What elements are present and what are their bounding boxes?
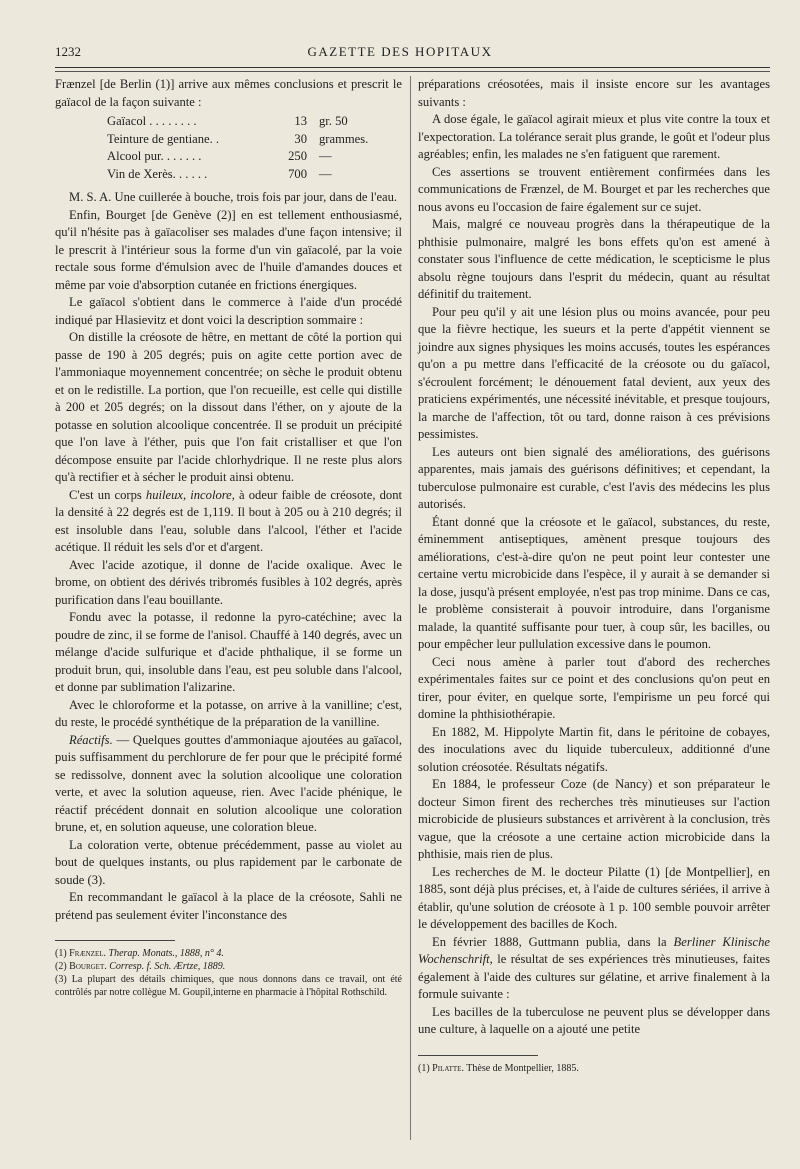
paragraph: En 1884, le professeur Coze (de Nancy) et son préparateur le docteur Simon firent des recherches très minutieuses sur l'action microbicide de plusieurs substances et arrivèrent à la conclusion, très vague, que la créosote a une certaine action microbicide dans la phthisie, mais rien de plus. bbox=[418, 777, 770, 861]
recipe-ingredient: Vin de Xerès. . . . . . bbox=[107, 166, 208, 181]
recipe-row bbox=[107, 131, 402, 149]
text: Thèse de Montpellier, 1885. bbox=[463, 1062, 579, 1074]
footnote-author: Bourget. bbox=[69, 961, 107, 972]
footnotes bbox=[418, 1062, 770, 1075]
running-head: GAZETTE DES HOPITAUX bbox=[307, 44, 493, 59]
footnote-rule bbox=[418, 1055, 538, 1056]
recipe-unit: gr. 50 bbox=[319, 114, 348, 128]
paragraph bbox=[55, 487, 402, 557]
recipe-quantity: 30 bbox=[294, 131, 307, 146]
header-rule bbox=[55, 67, 770, 68]
paragraph: Étant donné que la créosote et le gaïacol, substances, du reste, éminemment antiseptiques, amènent presque toujours des améliorations, c'est-à-dire qu'on ne peut point leur contester une certaine vertu microbicide dans l'espèce, il y aurait à se demander si la dose, jusqu'à présent employée, n'est pas trop minime. Dans ce cas, le problème consisterait à pouvoir introduire, dans l'organisme malade, la quantité suffisante pour tuer, à coup sûr, les bacilles, ou pour empêcher leur pullulation excessive dans le poumon. bbox=[418, 514, 770, 651]
recipe-row bbox=[107, 166, 402, 184]
paragraph: Mais, malgré ce nouveau progrès dans la thérapeutique de la phthisie pulmonaire, malgré les bons effets qu'on est amené à constater sous l'influence de cette médication, le scepticisme le plus absolu règne toujours dans l'esprit du médecin, quant au résultat définitif du traitement. bbox=[418, 217, 770, 301]
paragraph: Ces assertions se trouvent entièrement confirmées dans les communications de Frænzel, de M. Bourget et par les recherches que nous avons eu l'occasion de faire également sur ce sujet. bbox=[418, 164, 770, 214]
page-header bbox=[0, 40, 800, 64]
footnote bbox=[55, 960, 402, 973]
text: — Quelques gouttes d'ammoniaque ajoutées au gaïacol, puis suffisamment du perchlorure de fer pour que le précipité formé se redissolve, donnent avec la solution alcoolique une coloration verte, et avec la solution aqueuse, rien. Avec l'acide phénique, le réactif précédent donnait en solution alcoolique une coloration brune, et, en solution aqueuse, une coloration bleue. bbox=[55, 732, 402, 834]
italic-text: Réactifs. bbox=[69, 732, 113, 747]
text: le résultat de ses expériences très minutieuses, faites également à l'aide des cultures sur gélatine, et arrive finalement à la formule suivante : bbox=[418, 952, 770, 1001]
text: (1) bbox=[55, 948, 70, 959]
paragraph: Pour peu qu'il y ait une lésion plus ou moins avancée, pour peu que la fièvre hectique, les sueurs et la perte d'appétit viennent se joindre aux signes physiques les moins accusés, toutes les espérances qu'on a pu mettre dans l'efficacité de la créosote ou du gaïacol, s'écroulent forcément; le dénouement fatal devient, aux yeux des praticiens expérimentés, une nécessité inévitable, et presque toujours, la marche de l'affection, tôt ou tard, donne raison à ces prévisions pessimistes. bbox=[418, 304, 770, 441]
recipe-quantity: 700 bbox=[288, 166, 307, 181]
recipe-row bbox=[107, 148, 402, 166]
italic-text: Corresp. f. Sch. Ærtze, 1889. bbox=[106, 961, 226, 972]
recipe-ingredient: Alcool pur. . . . . . . bbox=[107, 149, 202, 163]
recipe-unit: — bbox=[319, 166, 332, 181]
paragraph bbox=[418, 934, 770, 1004]
page-number: 1232 bbox=[55, 44, 81, 59]
paragraph: Fondu avec la potasse, il redonne la pyro-catéchine; avec la poudre de zinc, il se forme de l'anisol. Chauffé à 140 degrés, avec un mélange d'acide sulfurique et d'acide phthalique, il se forme un produit brun, qui, insoluble dans l'eau, est peu soluble dans l'alcool, et donne par sublimation l'alizarine. bbox=[55, 610, 402, 694]
paragraph: La coloration verte, obtenue précédemment, passe au violet au bout de quelques instants, ou plus rapidement par le carbonate de soude (3). bbox=[55, 837, 402, 887]
header-rule-thin bbox=[55, 71, 770, 72]
paragraph: Avec l'acide azotique, il donne de l'acide oxalique. Avec le brome, on obtient des dérivés tribromés fusibles à 102 degrés, après purification dans l'eau bouillante. bbox=[55, 557, 402, 607]
paragraph: Les bacilles de la tuberculose ne peuvent plus se développer dans une culture, à laquelle on a ajouté une petite bbox=[418, 1004, 770, 1036]
footnote-rule bbox=[55, 940, 175, 941]
paragraph: Enfin, Bourget [de Genève (2)] en est tellement enthousiasmé, qu'il n'hésite pas à gaïacoliser ses malades d'une façon intensive; il le prescrit à l'intérieur sous la forme d'un vin gaïacolé, par la voie rectale sous forme d'émulsion avec de l'huile d'amandes douces et même par voie d'absorption cutanée en frictions énergiques. bbox=[55, 207, 402, 292]
text: En février 1888, Guttmann publia, dans la bbox=[432, 934, 674, 949]
italic-text: huileux, incolore, bbox=[145, 487, 235, 502]
footnote bbox=[55, 947, 402, 960]
recipe-ingredient: Gaïacol . . . . . . . . bbox=[107, 114, 197, 128]
text: à odeur faible de créosote, dont la densité à 22 degrés est de 1,119. Il bout à 205 ou à 210 degrés; il est insoluble dans l'eau, soluble dans l'alcool, l'éther et l'acide acétique. Il réduit les sels d'or et d'argent. bbox=[55, 487, 402, 554]
recipe-unit: — bbox=[319, 149, 332, 163]
italic-text: Berliner Klinische Wochenschrift, bbox=[418, 934, 770, 966]
recipe-ingredient: Teinture de gentiane. . bbox=[107, 131, 220, 146]
paragraph: Ceci nous amène à parler tout d'abord des recherches expérimentales faites sur ce point et des conclusions qu'on peut en tirer, pour éviter, en quelque sorte, l'empirisme un peu forcé qui domine la phthisiothérapie. bbox=[418, 654, 770, 721]
column-divider bbox=[410, 76, 411, 1140]
footnote bbox=[418, 1062, 770, 1075]
recipe-unit: grammes. bbox=[319, 131, 369, 146]
paragraph: Le gaïacol s'obtient dans le commerce à l'aide d'un procédé indiqué par Hlasievitz et dont voici la description sommaire : bbox=[55, 295, 402, 327]
left-column bbox=[55, 76, 402, 999]
footnote: (3) La plupart des détails chimiques, que nous donnons dans ce travail, ont été contrôlés par notre collègue M. Goupil,interne en pharmacie à l'hôpital Rothschild. bbox=[55, 974, 402, 998]
recipe-row bbox=[107, 113, 402, 131]
paragraph: En 1882, M. Hippolyte Martin fit, dans le péritoine de cobayes, des inoculations avec du liquide tuberculeux, additionné d'une solution créosotée. Résultats négatifs. bbox=[418, 724, 770, 774]
text: (1) bbox=[418, 1062, 433, 1074]
text: (2) bbox=[55, 961, 70, 972]
recipe bbox=[107, 113, 402, 183]
footnote-author: Pilatte. bbox=[432, 1062, 464, 1074]
paragraph bbox=[55, 732, 402, 837]
paragraph: Avec le chloroforme et la potasse, on arrive à la vanilline; c'est, du reste, le procédé synthétique de la préparation de la vanilline. bbox=[55, 697, 402, 729]
footnote-author: Frænzel. bbox=[69, 948, 107, 959]
paragraph: préparations créosotées, mais il insiste encore sur les avantages suivants : bbox=[418, 77, 770, 109]
paragraph: A dose égale, le gaïacol agirait mieux et plus vite contre la toux et l'expectoration. La tolérance serait plus grande, le goût et l'odeur plus agréables; enfin, les malades ne s'en fatiguent que rarement. bbox=[418, 112, 770, 161]
paragraph: Les auteurs ont bien signalé des améliorations, des guérisons apparentes, mais jamais des guérisons définitives; et cependant, la tuberculose pulmonaire est curable, c'est l'avis des médecins les plus autorisés. bbox=[418, 444, 770, 511]
recipe-quantity: 250 bbox=[288, 149, 307, 163]
paragraph: En recommandant le gaïacol à la place de la créosote, Sahli ne prétend pas seulement éviter l'inconstance des bbox=[55, 890, 402, 922]
text: C'est un corps bbox=[69, 487, 146, 502]
paragraph: Les recherches de M. le docteur Pilatte (1) [de Montpellier], en 1885, sont déjà plus précises, et, à l'aide de cultures sériées, il arrive à établir, qu'une solution de créosote à 1 p. 100 semble pouvoir arrêter le développement des bacilles de Koch. bbox=[418, 864, 770, 931]
paragraph: M. S. A. Une cuillerée à bouche, trois fois par jour, dans de l'eau. bbox=[69, 190, 398, 204]
recipe-quantity: 13 bbox=[294, 114, 307, 128]
paragraph: Frænzel [de Berlin (1)] arrive aux mêmes conclusions et prescrit le gaïacol de la façon suivante : bbox=[55, 77, 402, 109]
paragraph: On distille la créosote de hêtre, en mettant de côté la portion qui passe de 190 à 205 degrés; puis on agite cette portion avec de l'ammoniaque moyennement concentrée; on sèche le produit obtenu et on le redistille. La portion, que l'on recueille, est celle qui distille à 200 et 205 degrés; on la dissout dans l'éther, on y ajoute de la potasse en solution alcoolique concentrée. Il se produit un précipité que l'on lave à l'éther, puis que l'on fait cristalliser et que l'on décompose ensuite par l'acide chlorhydrique. Il ne reste plus alors qu'à rectifier et à sécher le produit ainsi obtenu. bbox=[55, 330, 402, 484]
right-column bbox=[418, 76, 770, 1075]
footnotes bbox=[55, 947, 402, 999]
italic-text: Therap. Monats., 1888, n° 4. bbox=[106, 948, 224, 959]
